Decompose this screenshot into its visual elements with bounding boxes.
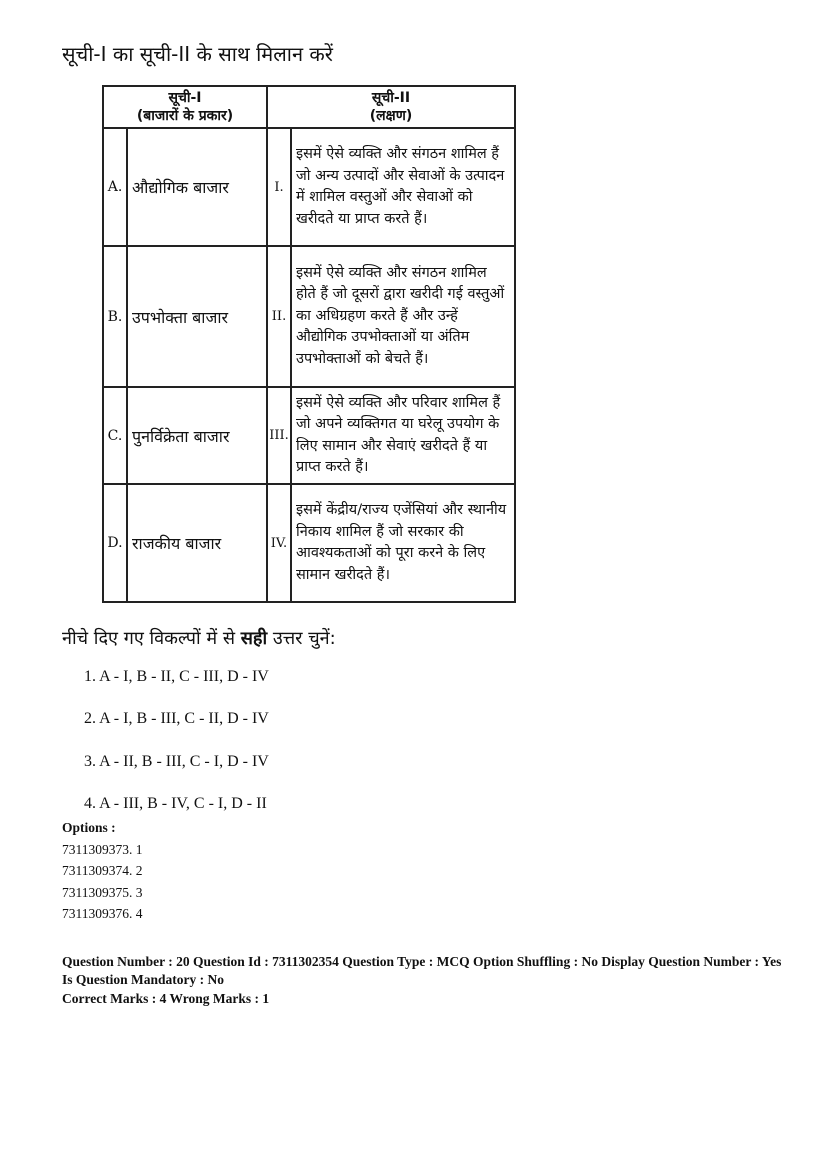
row-roman: I.: [267, 128, 291, 246]
market-type: उपभोक्ता बाजार: [127, 246, 267, 387]
answer-choice[interactable]: 3. A - II, B - III, C - I, D - IV: [84, 753, 269, 770]
row-roman: II.: [267, 246, 291, 387]
answer-choice[interactable]: 4. A - III, B - IV, C - I, D - II: [84, 795, 267, 812]
table-row: [103, 128, 515, 246]
row-letter: C.: [103, 387, 127, 484]
question-info: Question Number : 20 Question Id : 7311302354 Question Type : MCQ Option Shuffling : No Display Question Number : Yes Is Question Mandatory : No: [62, 954, 782, 987]
table-row: [103, 246, 515, 387]
characteristic-text: इसमें केंद्रीय/राज्य एजेंसियां और स्थानीय निकाय शामिल हैं जो सरकार की आवश्यकताओं को पूरा करने के लिए सामान खरीदते हैं।: [291, 484, 515, 602]
characteristic-text: इसमें ऐसे व्यक्ति और परिवार शामिल हैं जो अपने व्यक्तिगत या घरेलू उपयोग के लिए सामान और सेवाएं खरीदते हैं या प्राप्त करते हैं।: [291, 387, 515, 484]
list-1-header: [103, 86, 267, 128]
market-type: राजकीय बाजार: [127, 484, 267, 602]
characteristic-text: इसमें ऐसे व्यक्ति और संगठन शामिल हैं जो अन्य उत्पादों और सेवाओं के उत्पादन में शामिल वस्तुओं और सेवाओं को खरीदते या प्राप्त करते हैं।: [291, 128, 515, 246]
option-id: 7311309374. 2: [62, 863, 143, 878]
list-1-title: सूची-I: [168, 90, 202, 106]
match-table: [102, 85, 516, 603]
list-1-subtitle: (बाजारों के प्रकार): [136, 108, 234, 124]
prompt-text-before: नीचे दिए गए विकल्पों में से: [62, 628, 241, 649]
market-type: औद्योगिक बाजार: [127, 128, 267, 246]
prompt-text-after: उत्तर चुनें:: [267, 628, 336, 649]
table-row: [103, 387, 515, 484]
row-letter: A.: [103, 128, 127, 246]
marks-info: Correct Marks : 4 Wrong Marks : 1: [62, 991, 270, 1006]
options-label-text: Options :: [62, 820, 116, 835]
options-label: [62, 820, 116, 836]
row-roman: III.: [267, 387, 291, 484]
row-letter: D.: [103, 484, 127, 602]
option-id: 7311309376. 4: [62, 906, 143, 921]
option-id: 7311309373. 1: [62, 842, 143, 857]
row-letter: B.: [103, 246, 127, 387]
question-heading: सूची-I का सूची-II के साथ मिलान करें: [62, 42, 333, 66]
table-header-row: [103, 86, 515, 128]
list-2-title: सूची-II: [371, 90, 411, 106]
answer-choice[interactable]: 2. A - I, B - III, C - II, D - IV: [84, 710, 269, 727]
answer-choice[interactable]: 1. A - I, B - II, C - III, D - IV: [84, 668, 269, 685]
list-2-header: [267, 86, 515, 128]
prompt-text-bold: सही: [240, 628, 268, 649]
list-2-subtitle: (लक्षण): [369, 108, 413, 124]
row-roman: IV.: [267, 484, 291, 602]
market-type: पुनर्विक्रेता बाजार: [127, 387, 267, 484]
characteristic-text: इसमें ऐसे व्यक्ति और संगठन शामिल होते हैं जो दूसरों द्वारा खरीदी गई वस्तुओं का अधिग्रहण करते हैं और उन्हें औद्योगिक उपभोक्ताओं या अंतिम उपभोक्ताओं को बेचते हैं।: [291, 246, 515, 387]
option-id: 7311309375. 3: [62, 885, 143, 900]
choose-prompt: [62, 626, 336, 650]
table-row: [103, 484, 515, 602]
